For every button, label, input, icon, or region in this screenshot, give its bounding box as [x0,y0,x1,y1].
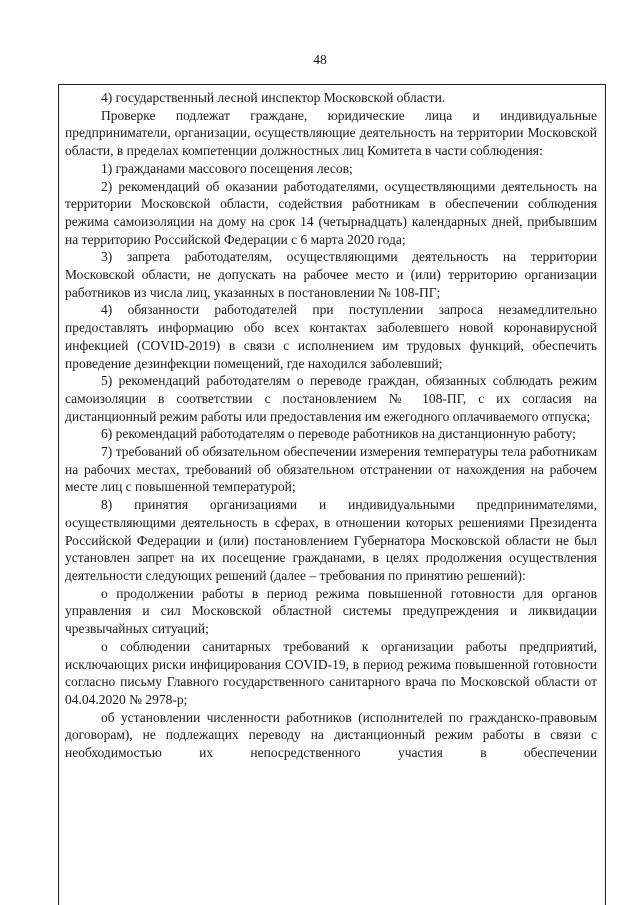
paragraph: 8) принятия организациями и индивидуальными предпринимателями, осуществляющими деятельность в сферах, в отношении которых решениями Президента Российской Федерации и (или) постановлением Губернатора Московской области не был установлен запрет на их посещение гражданами, в целях продолжения осуществления деятельности следующих решений (далее – требования по принятию решений): [65,497,597,583]
document-body [65,89,597,762]
paragraph: Проверке подлежат граждане, юридические лица и индивидуальные предприниматели, организации, осуществляющие деятельность на территории Московской области, в пределах компетенции должностных лиц Комитета в части соблюдения: [65,107,597,159]
paragraph: 1) гражданами массового посещения лесов; [101,160,353,176]
paragraph: 4) обязанности работодателей при поступлении запроса незамедлительно предоставлять информацию обо всех контактах заболевшего новой коронавирусной инфекцией (COVID-2019) в связи с исполнением им трудовых функций, обеспечить проведение дезинфекции помещений, где находился заболевший; [65,302,597,371]
paragraph: 3) запрета работодателям, осуществляющими деятельность на территории Московской области, не допускать на рабочее место и (или) территорию организации работников из числа лиц, указанных в постановлении № 108-ПГ; [65,249,597,300]
paragraph: 5) рекомендаций работодателям о переводе граждан, обязанных соблюдать режим самоизоляции в соответствии с постановлением № 108-ПГ, с их согласия на дистанционный режим работы или предоставления им ежегодного оплачиваемого отпуска; [65,373,597,424]
paragraph: о соблюдении санитарных требований к организации работы предприятий, исключающих риски инфицирования COVID-19, в период режима повышенной готовности согласно письму Главного государственного санитарного врача по Московской области от 04.04.2020 № 2978-р; [65,638,597,707]
paragraph: о продолжении работы в период режима повышенной готовности для органов управления и сил Московской областной системы предупреждения и ликвидации чрезвычайных ситуаций; [65,585,597,637]
paragraph: 4) государственный лесной инспектор Московской области. [101,90,446,105]
paragraph: 6) рекомендаций работодателям о переводе работников на дистанционную работу; [101,426,576,442]
paragraph: об установлении численности работников (исполнителей по гражданско-правовым договорам), не подлежащих переводу на дистанционный режим работы в связи с необходимостью их непосредственного участия в обеспечении [65,709,597,761]
paragraph: 7) требований об обязательном обеспечении измерения температуры тела работникам на рабочих местах, требований об обязательном отстранении от нахождения на рабочем месте лиц с повышенной температурой; [65,444,597,495]
paragraph: 2) рекомендаций об оказании работодателями, осуществляющими деятельность на территории Московской области, содействия работникам в обеспечении соблюдения режима самоизоляции на дому на срок 14 (четырнадцать) календарных дней, прибывшим на территорию Российской Федерации с 6 марта 2020 года; [65,178,597,247]
page-number: 48 [313,52,327,67]
